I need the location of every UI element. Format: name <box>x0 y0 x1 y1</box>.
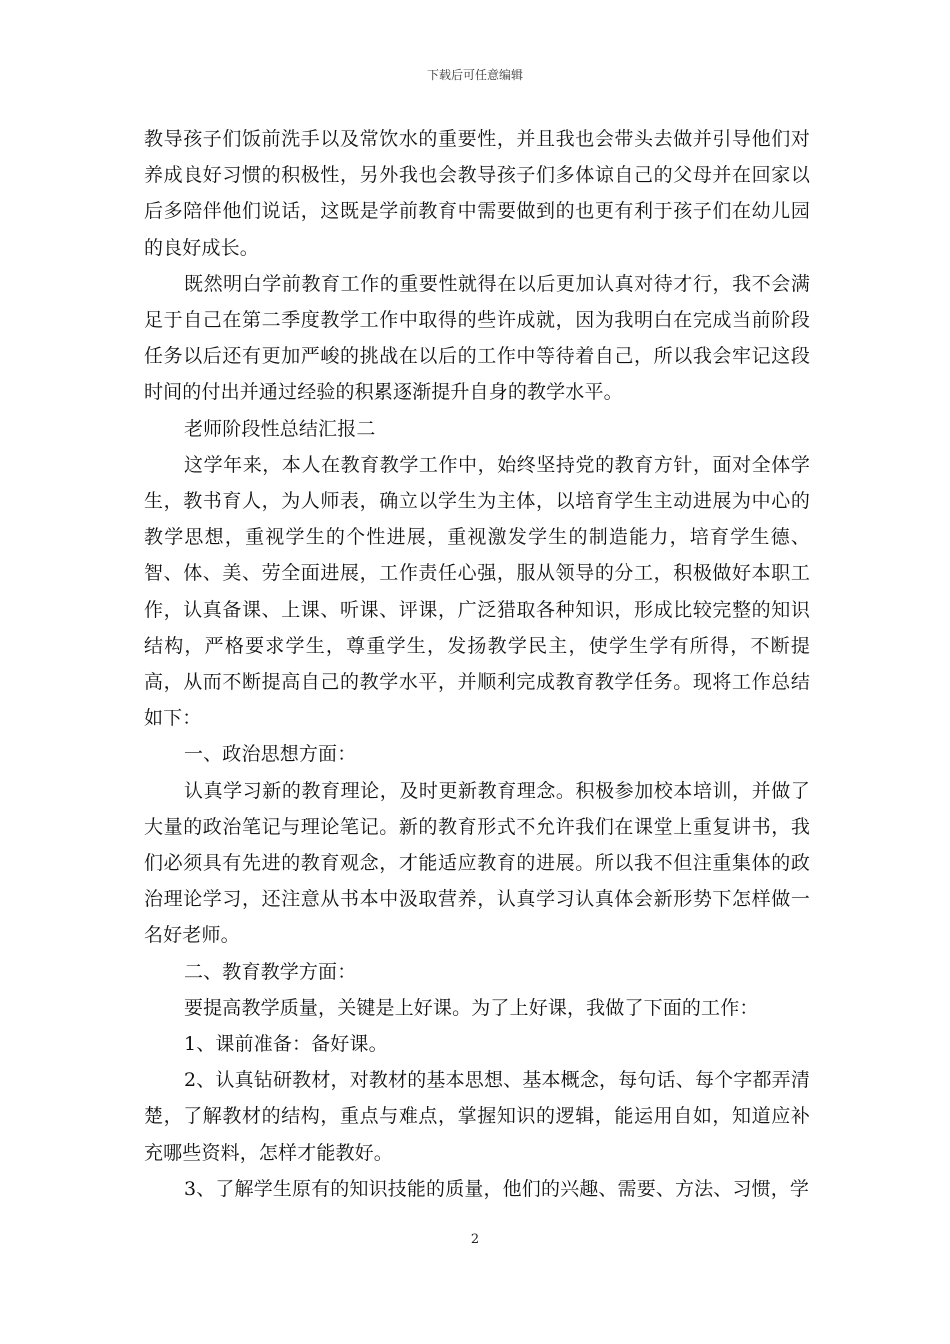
page-header: 下载后可任意编辑 <box>426 68 523 82</box>
list-item: 3、了解学生原有的知识技能的质量，他们的兴趣、需要、方法、习惯，学 <box>184 1177 810 1200</box>
section-heading: 二、教育教学方面： <box>184 960 357 983</box>
section-title: 老师阶段性总结汇报二 <box>184 417 376 440</box>
paragraph: 既然明白学前教育工作的重要性就得在以后更加认真对待才行，我不会满足于自己在第二季度教学工作中取得的些许成就，因为我明白在完成当前阶段任务以后还有更加严峻的挑战在以后的工作中等待着自己，所以我会牢记这段时间的付出并通过经验的积累逐渐提升自身的教学水平。 <box>144 272 810 404</box>
document-body <box>144 121 810 1207</box>
list-item: 2、认真钻研教材，对教材的基本思想、基本概念，每句话、每个字都弄清楚，了解教材的结构，重点与难点，掌握知识的逻辑，能运用自如，知道应补充哪些资料，怎样才能教好。 <box>144 1069 810 1164</box>
paragraph: 认真学习新的教育理论，及时更新教育理念。积极参加校本培训，并做了大量的政治笔记与理论笔记。新的教育形式不允许我们在课堂上重复讲书，我们必须具有先进的教育观念，才能适应教育的进展。所以我不但注重集体的政治理论学习，还注意从书本中汲取营养，认真学习认真体会新形势下怎样做一名好老师。 <box>144 779 810 947</box>
paragraph: 教导孩子们饭前洗手以及常饮水的重要性，并且我也会带头去做并引导他们对养成良好习惯的积极性，另外我也会教导孩子们多体谅自己的父母并在回家以后多陪伴他们说话，这既是学前教育中需要做到的也更有利于孩子们在幼儿园的良好成长。 <box>144 128 810 259</box>
section-heading: 一、政治思想方面： <box>184 743 357 766</box>
paragraph: 要提高教学质量，关键是上好课。为了上好课，我做了下面的工作： <box>184 996 759 1019</box>
list-item: 1、课前准备：备好课。 <box>184 1033 388 1056</box>
paragraph: 这学年来，本人在教育教学工作中，始终坚持党的教育方针，面对全体学生，教书育人，为人师表，确立以学生为主体，以培育学生主动进展为中心的教学思想，重视学生的个性进展，重视激发学生的制造能力，培育学生德、智、体、美、劳全面进展，工作责任心强，服从领导的分工，积极做好本职工作，认真备课、上课、听课、评课，广泛猎取各种知识，形成比较完整的知识结构，严格要求学生，尊重学生，发扬教学民主，使学生学有所得，不断提高，从而不断提高自己的教学水平，并顺利完成教育教学任务。现将工作总结如下： <box>144 453 810 730</box>
page-number: 2 <box>470 1232 480 1247</box>
